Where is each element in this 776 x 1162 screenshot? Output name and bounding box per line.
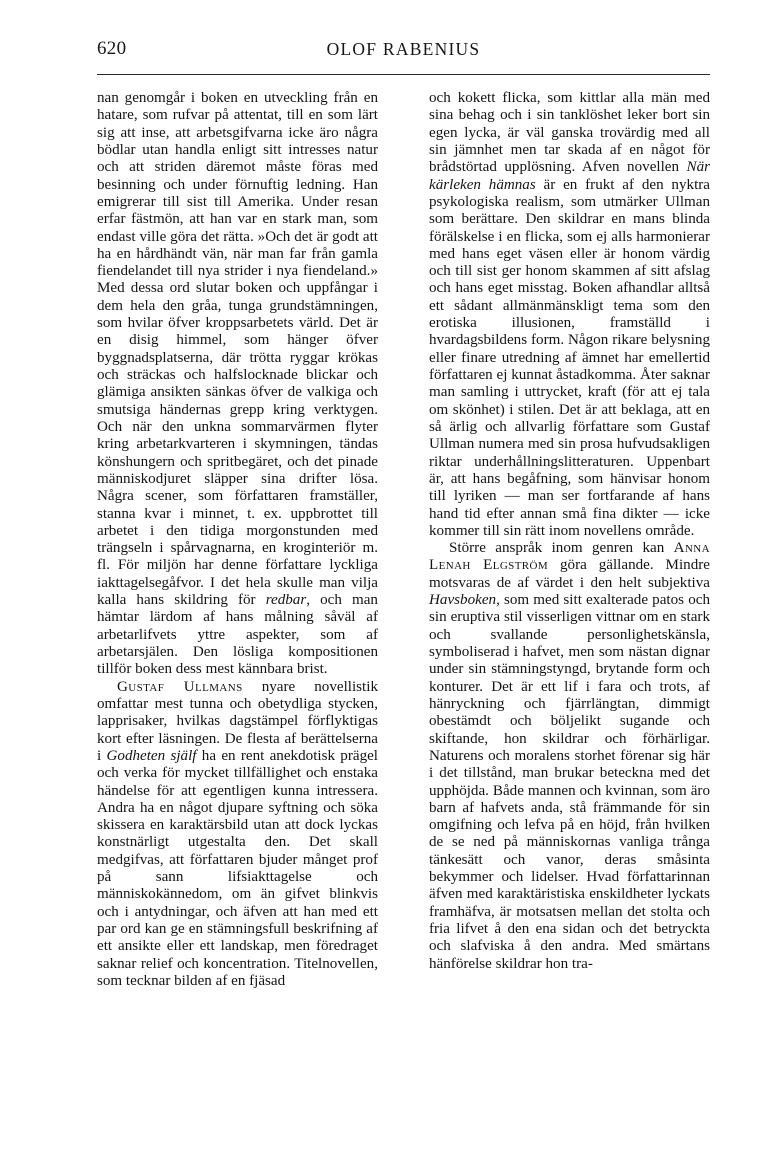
column-right	[429, 90, 710, 1110]
text-columns	[97, 90, 710, 1110]
work-title-italic: Godheten själf	[106, 747, 197, 764]
header-divider-rule	[97, 74, 710, 75]
running-title: OLOF RABENIUS	[326, 39, 481, 59]
text-run: Större anspråk inom genren kan	[449, 540, 674, 557]
text-run: , som med sitt exalterade patos och sin eruptiva stil visserligen vittnar om en stark och svallande personlighetskänsla, symboliserad i hafvet, men som nästan dignar under sin stämningstyngd, brytande form och konturer. Det är ett lif i fara och trots, af hänryckning och fjärrlängtan, dimmigt obestämdt och böljelikt sugande och skiftande, hon skildrar och förhärligar. Naturens och moralens storhet förenar sig här i det tillstånd, man brukar beteckna med det upphöjda. Både mannen och kvinnan, som äro barn af hafvets anda, stå främmande för sin omgifning och lefva på en höjd, från hvilken de se ned på människornas vanliga trånga tänkesätt och vanor, deras småsinta bekymmer och lidelser. Hvad författarinnan äfven med karaktäristiska enskildheter lyckats framhäfva, är motsatsen mellan det stolta och fria lifvet å den ena sidan och det betryckta och slafviska å den andra. Med smärtans hänförelse skildrar hon tra-	[429, 592, 710, 972]
work-title-italic: Havsboken	[429, 592, 497, 609]
body-paragraph	[429, 90, 710, 540]
work-title-italic: redbar	[265, 592, 307, 609]
text-run: och kokett flicka, som kittlar alla män med sina behag och i sin tanklöshet leker bort sin egen lycka, är väl ganska trovärdig med all sin jämnhet men tar skada af en något för brådstörtad upplösning. Afven novellen	[429, 90, 710, 176]
work-title-italic: När kärleken hämnas	[429, 159, 710, 193]
body-paragraph	[97, 679, 378, 991]
author-name-smallcaps: Gustaf Ullmans	[117, 678, 243, 695]
body-paragraph	[429, 540, 710, 973]
text-run: är en frukt af den nyktra psykologiska realism, som utmärker Ullman som berättare. Den skildrar en mans blinda förälskelse i en flicka, som ej alls harmonierar med hans eget väsen eller är honom värdig och till sist ger honom skammen af sitt afslag och hans eget misstag. Boken afhandlar alltså ett sådant allmänmänskligt tema som den erotiska illusionen, framställd i hvardagsbildens form. Någon rikare belysning eller finare utredning af ämnet har emellertid författaren ej kunnat åstadkomma. Åter saknar man samling i uttrycket, kraft (för att ej tala om skönhet) i stilen. Det är att beklaga, att en så ärlig och allvarlig författare som Gustaf Ullman numera med sin prosa hufvudsakligen riktar underhållningslitteraturen. Uppenbart är, att hans begåfning, som hänvisar honom till lyriken — man ser fortfarande af hans hand tid efter annan små fina dikter — icke kommer till sin rätt inom novellens område.	[429, 176, 710, 539]
text-run: göra gällande. Mindre motsvaras de af värdet i den helt subjektiva	[429, 557, 710, 591]
page-number: 620	[97, 38, 127, 59]
text-run: ha en rent anekdotisk prägel och verka för mycket tillfällighet och enstaka händelse för att egentligen kunna intressera. Andra ha en något djupare syftning och söka skissera en karaktärsbild utan att dock lyckas konstnärligt utgestalta den. Det skall medgifvas, att författaren bjuder månget prof på sann lifsiakttagelse och människokännedom, om än gifvet blinkvis och i antydningar, och äfven att han med ett par ord kan ge en stämningsfull beskrifning af ett ansikte eller ett landskap, men föredraget saknar relief och koncentration. Titelnovellen, som tecknar bilden af en fjäsad	[97, 747, 379, 989]
text-run: , och man hämtar lärdom af hans målning såväl af arbetarlifvets yttre aspekter, som af arbetarsjälen. Den lösliga kompositionen tillför boken dess mest kännbara brist.	[97, 592, 378, 678]
running-head	[97, 38, 710, 66]
text-run: nyare novellistik omfattar mest tunna och obetydliga stycken, lapprisaker, hvilkas dagstämpel förflyktigas kort efter läsningen. De flesta af berättelserna i	[97, 678, 378, 764]
column-left	[97, 90, 378, 1110]
text-run: nan genomgår i boken en utveckling från en hatare, som rufvar på attentat, till en som lärt sig att inse, att arbetsgifvarna icke äro några bödlar utan handla enligt sitt intresses natur och att striden däremot måste föras med besinning och under förnuftig ledning. Han emigrerar till sist till Amerika. Under resan erfar fästmön, att han var en stark man, som endast ville göra det rätta. »Och det är godt att ha en hårdhändt vän, när man far från gamla fiendelandet till nya strider i nya fiendeland.» Med dessa ord slutar boken och uppfångar i dem hela den gråa, tunga grundstämningen, som hvilar öfver kroppsarbetets värld. Det är en disig himmel, som hänger öfver byggnadsplatserna, där trötta ryggar krökas och sträckas och halfslocknade blickar och glämiga ansikten sänkas öfver de valkiga och smutsiga händernas grepp kring verktygen. Och när den unkna sommarvärmen flyter kring arbetarkvarteren i skymningen, tändas könshungern och spritbegäret, och det pinade människodjuret släpper sina drifter lösa. Några scener, som författaren framställer, stanna kvar i minnet, t. ex. uppbrottet till arbetet i den tidiga morgonstunden med trängseln i spårvagnarna, en kroginteriör m. fl. För miljön har denne författare lyckliga iakttagelsegåfvor. I det hela skulle man vilja kalla hans skildring för	[97, 90, 378, 609]
author-name-smallcaps: Anna Lenah Elgström	[429, 540, 710, 574]
body-paragraph	[97, 90, 378, 679]
